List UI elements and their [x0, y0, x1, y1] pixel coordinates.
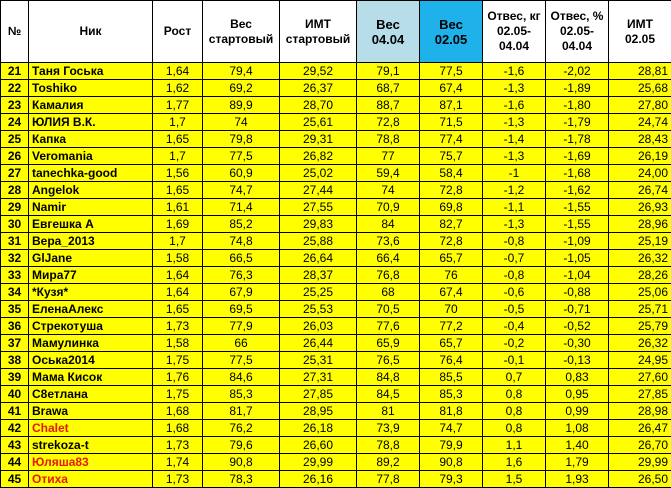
cell-weight-0404: 72,8 [357, 114, 420, 131]
cell-nick: Toshiko [29, 80, 153, 97]
cell-weight-0404: 70,5 [357, 301, 420, 318]
cell-weight-0404: 76,8 [357, 267, 420, 284]
cell-weight-0404: 77,8 [357, 471, 420, 488]
cell-weight-0404: 84 [357, 216, 420, 233]
table-row [1, 454, 671, 471]
cell-num: 38 [1, 352, 29, 369]
cell-loss-kg: -1,1 [483, 199, 546, 216]
cell-start-weight: 69,5 [203, 301, 280, 318]
table-row [1, 199, 671, 216]
cell-num: 27 [1, 165, 29, 182]
header-row [1, 1, 671, 63]
cell-num: 45 [1, 471, 29, 488]
cell-num: 23 [1, 97, 29, 114]
cell-weight-0205: 87,1 [420, 97, 483, 114]
cell-start-weight: 89,9 [203, 97, 280, 114]
cell-loss-pct: -0,88 [546, 284, 609, 301]
cell-weight-0404: 89,2 [357, 454, 420, 471]
cell-weight-0404: 66,4 [357, 250, 420, 267]
cell-nick: Namir [29, 199, 153, 216]
table-row [1, 369, 671, 386]
table-row [1, 63, 671, 80]
table-row [1, 165, 671, 182]
cell-nick: Камалия [29, 97, 153, 114]
cell-height: 1,73 [153, 437, 203, 454]
cell-weight-0205: 74,7 [420, 420, 483, 437]
cell-nick: ЕленаАлекс [29, 301, 153, 318]
cell-loss-pct: -0,13 [546, 352, 609, 369]
cell-nick: tanechka-good [29, 165, 153, 182]
table-body [1, 63, 671, 488]
cell-loss-pct: -0,30 [546, 335, 609, 352]
cell-start-weight: 85,2 [203, 216, 280, 233]
cell-loss-kg: 1,5 [483, 471, 546, 488]
cell-nick: strekoza-t [29, 437, 153, 454]
cell-height: 1,75 [153, 352, 203, 369]
cell-loss-kg: -1,3 [483, 80, 546, 97]
cell-loss-pct: -1,78 [546, 131, 609, 148]
cell-bmi-0205: 28,96 [609, 216, 671, 233]
cell-start-bmi: 27,44 [280, 182, 357, 199]
cell-start-bmi: 26,18 [280, 420, 357, 437]
cell-weight-0205: 72,8 [420, 233, 483, 250]
cell-num: 42 [1, 420, 29, 437]
cell-height: 1,64 [153, 63, 203, 80]
table-row [1, 97, 671, 114]
cell-start-bmi: 25,25 [280, 284, 357, 301]
cell-height: 1,58 [153, 250, 203, 267]
cell-height: 1,7 [153, 233, 203, 250]
cell-num: 21 [1, 63, 29, 80]
table-row [1, 148, 671, 165]
cell-height: 1,68 [153, 420, 203, 437]
cell-weight-0205: 77,2 [420, 318, 483, 335]
cell-start-bmi: 25,02 [280, 165, 357, 182]
cell-loss-kg: 0,8 [483, 403, 546, 420]
cell-start-weight: 66 [203, 335, 280, 352]
cell-start-weight: 69,2 [203, 80, 280, 97]
table-row [1, 420, 671, 437]
cell-weight-0205: 79,9 [420, 437, 483, 454]
cell-nick: Отиха [29, 471, 153, 488]
cell-bmi-0205: 28,81 [609, 63, 671, 80]
cell-start-weight: 77,9 [203, 318, 280, 335]
cell-bmi-0205: 24,95 [609, 352, 671, 369]
cell-num: 37 [1, 335, 29, 352]
cell-weight-0205: 76 [420, 267, 483, 284]
cell-start-weight: 76,3 [203, 267, 280, 284]
table-row [1, 403, 671, 420]
cell-start-bmi: 27,55 [280, 199, 357, 216]
cell-start-weight: 79,4 [203, 63, 280, 80]
header-nick: Ник [29, 1, 153, 63]
cell-weight-0404: 70,9 [357, 199, 420, 216]
cell-bmi-0205: 24,74 [609, 114, 671, 131]
cell-bmi-0205: 26,19 [609, 148, 671, 165]
cell-weight-0205: 75,7 [420, 148, 483, 165]
table-row [1, 284, 671, 301]
table-row [1, 352, 671, 369]
cell-bmi-0205: 25,68 [609, 80, 671, 97]
cell-weight-0404: 68 [357, 284, 420, 301]
cell-height: 1,73 [153, 318, 203, 335]
cell-num: 43 [1, 437, 29, 454]
cell-loss-kg: -0,1 [483, 352, 546, 369]
header-num: № [1, 1, 29, 63]
cell-nick: Мира77 [29, 267, 153, 284]
cell-num: 31 [1, 233, 29, 250]
cell-num: 26 [1, 148, 29, 165]
cell-weight-0404: 68,7 [357, 80, 420, 97]
cell-num: 44 [1, 454, 29, 471]
cell-num: 32 [1, 250, 29, 267]
cell-start-bmi: 27,31 [280, 369, 357, 386]
table-row [1, 233, 671, 250]
cell-loss-kg: -1,6 [483, 97, 546, 114]
cell-height: 1,64 [153, 284, 203, 301]
cell-loss-pct: -1,69 [546, 148, 609, 165]
cell-loss-kg: -0,2 [483, 335, 546, 352]
cell-loss-pct: -1,68 [546, 165, 609, 182]
cell-start-weight: 79,6 [203, 437, 280, 454]
cell-weight-0205: 85,5 [420, 369, 483, 386]
cell-nick: GlJane [29, 250, 153, 267]
cell-bmi-0205: 27,60 [609, 369, 671, 386]
cell-weight-0404: 73,6 [357, 233, 420, 250]
cell-height: 1,68 [153, 403, 203, 420]
cell-bmi-0205: 28,43 [609, 131, 671, 148]
cell-bmi-0205: 25,19 [609, 233, 671, 250]
cell-height: 1,65 [153, 131, 203, 148]
cell-weight-0404: 76,5 [357, 352, 420, 369]
cell-bmi-0205: 25,06 [609, 284, 671, 301]
cell-loss-pct: -0,71 [546, 301, 609, 318]
cell-start-weight: 74,7 [203, 182, 280, 199]
cell-start-bmi: 29,31 [280, 131, 357, 148]
table-row [1, 437, 671, 454]
header-loss-pct: Отвес, % 02.05-04.04 [546, 1, 609, 63]
cell-weight-0205: 71,5 [420, 114, 483, 131]
header-start-bmi: ИМТ стартовый [280, 1, 357, 63]
cell-height: 1,65 [153, 301, 203, 318]
cell-start-bmi: 26,37 [280, 80, 357, 97]
cell-num: 34 [1, 284, 29, 301]
cell-weight-0404: 74 [357, 182, 420, 199]
table-row [1, 250, 671, 267]
cell-start-bmi: 25,31 [280, 352, 357, 369]
cell-loss-pct: 1,79 [546, 454, 609, 471]
cell-num: 28 [1, 182, 29, 199]
cell-weight-0205: 67,4 [420, 284, 483, 301]
cell-num: 35 [1, 301, 29, 318]
table-row [1, 131, 671, 148]
cell-height: 1,58 [153, 335, 203, 352]
header-height: Рост [153, 1, 203, 63]
table-row [1, 335, 671, 352]
cell-bmi-0205: 29,99 [609, 454, 671, 471]
cell-weight-0205: 77,4 [420, 131, 483, 148]
cell-height: 1,7 [153, 148, 203, 165]
cell-height: 1,69 [153, 216, 203, 233]
cell-num: 30 [1, 216, 29, 233]
cell-start-bmi: 25,61 [280, 114, 357, 131]
cell-start-weight: 84,6 [203, 369, 280, 386]
cell-nick: Стрекотуша [29, 318, 153, 335]
cell-weight-0404: 65,9 [357, 335, 420, 352]
cell-weight-0205: 76,4 [420, 352, 483, 369]
cell-loss-pct: -1,55 [546, 216, 609, 233]
cell-loss-kg: 0,8 [483, 420, 546, 437]
cell-num: 41 [1, 403, 29, 420]
cell-loss-kg: -0,8 [483, 233, 546, 250]
cell-nick: Вера_2013 [29, 233, 153, 250]
cell-loss-pct: -1,80 [546, 97, 609, 114]
cell-loss-kg: -1,4 [483, 131, 546, 148]
table-row [1, 267, 671, 284]
cell-start-bmi: 26,82 [280, 148, 357, 165]
cell-nick: Оська2014 [29, 352, 153, 369]
table-row [1, 301, 671, 318]
cell-loss-pct: -1,62 [546, 182, 609, 199]
cell-height: 1,7 [153, 114, 203, 131]
cell-weight-0205: 90,8 [420, 454, 483, 471]
header-start-weight: Вес стартовый [203, 1, 280, 63]
cell-start-bmi: 25,53 [280, 301, 357, 318]
cell-start-weight: 66,5 [203, 250, 280, 267]
cell-start-bmi: 26,64 [280, 250, 357, 267]
cell-start-weight: 79,8 [203, 131, 280, 148]
cell-bmi-0205: 25,79 [609, 318, 671, 335]
cell-loss-kg: -1,2 [483, 182, 546, 199]
header-loss-kg: Отвес, кг 02.05-04.04 [483, 1, 546, 63]
cell-loss-kg: -0,6 [483, 284, 546, 301]
cell-height: 1,61 [153, 199, 203, 216]
cell-bmi-0205: 26,50 [609, 471, 671, 488]
cell-start-weight: 77,5 [203, 148, 280, 165]
cell-bmi-0205: 26,70 [609, 437, 671, 454]
cell-loss-kg: 0,7 [483, 369, 546, 386]
cell-start-weight: 85,3 [203, 386, 280, 403]
cell-loss-kg: -1,3 [483, 114, 546, 131]
cell-nick: Юляша83 [29, 454, 153, 471]
cell-start-bmi: 28,37 [280, 267, 357, 284]
cell-num: 24 [1, 114, 29, 131]
cell-weight-0205: 58,4 [420, 165, 483, 182]
cell-weight-0205: 69,8 [420, 199, 483, 216]
cell-weight-0205: 81,8 [420, 403, 483, 420]
cell-loss-kg: 0,8 [483, 386, 546, 403]
header-weight-0205: Вес 02.05 [420, 1, 483, 63]
cell-weight-0404: 81 [357, 403, 420, 420]
cell-weight-0404: 77 [357, 148, 420, 165]
cell-start-bmi: 26,44 [280, 335, 357, 352]
table-row [1, 182, 671, 199]
cell-loss-pct: 1,93 [546, 471, 609, 488]
cell-start-weight: 60,9 [203, 165, 280, 182]
cell-height: 1,77 [153, 97, 203, 114]
cell-weight-0404: 88,7 [357, 97, 420, 114]
cell-loss-pct: 0,83 [546, 369, 609, 386]
cell-weight-0205: 79,3 [420, 471, 483, 488]
cell-weight-0404: 59,4 [357, 165, 420, 182]
cell-start-weight: 81,7 [203, 403, 280, 420]
cell-num: 40 [1, 386, 29, 403]
cell-bmi-0205: 24,00 [609, 165, 671, 182]
cell-num: 29 [1, 199, 29, 216]
cell-loss-pct: 1,08 [546, 420, 609, 437]
cell-loss-pct: -1,09 [546, 233, 609, 250]
cell-weight-0205: 77,5 [420, 63, 483, 80]
cell-loss-pct: -1,79 [546, 114, 609, 131]
cell-height: 1,75 [153, 386, 203, 403]
cell-nick: Angelok [29, 182, 153, 199]
cell-weight-0404: 78,8 [357, 437, 420, 454]
cell-nick: С8етлана [29, 386, 153, 403]
cell-start-weight: 71,4 [203, 199, 280, 216]
cell-bmi-0205: 27,80 [609, 97, 671, 114]
cell-start-weight: 78,3 [203, 471, 280, 488]
cell-num: 36 [1, 318, 29, 335]
cell-bmi-0205: 26,32 [609, 250, 671, 267]
cell-loss-kg: -1,3 [483, 216, 546, 233]
cell-bmi-0205: 26,32 [609, 335, 671, 352]
cell-loss-kg: -1 [483, 165, 546, 182]
cell-height: 1,76 [153, 369, 203, 386]
cell-loss-kg: -0,5 [483, 301, 546, 318]
cell-weight-0404: 73,9 [357, 420, 420, 437]
cell-bmi-0205: 28,98 [609, 403, 671, 420]
cell-nick: Brawa [29, 403, 153, 420]
cell-start-weight: 76,2 [203, 420, 280, 437]
cell-loss-kg: 1,1 [483, 437, 546, 454]
cell-loss-pct: -1,05 [546, 250, 609, 267]
cell-start-weight: 77,5 [203, 352, 280, 369]
cell-loss-pct: -2,02 [546, 63, 609, 80]
cell-loss-kg: -0,8 [483, 267, 546, 284]
cell-start-bmi: 26,60 [280, 437, 357, 454]
cell-start-bmi: 28,70 [280, 97, 357, 114]
header-weight-0404: Вес 04.04 [357, 1, 420, 63]
cell-nick: Евгешка А [29, 216, 153, 233]
cell-weight-0404: 77,6 [357, 318, 420, 335]
cell-start-weight: 74 [203, 114, 280, 131]
cell-height: 1,62 [153, 80, 203, 97]
cell-loss-kg: 1,6 [483, 454, 546, 471]
cell-weight-0205: 85,3 [420, 386, 483, 403]
cell-loss-pct: 1,40 [546, 437, 609, 454]
cell-num: 39 [1, 369, 29, 386]
cell-nick: Таня Госька [29, 63, 153, 80]
cell-start-bmi: 28,95 [280, 403, 357, 420]
header-bmi-0205: ИМТ 02.05 [609, 1, 671, 63]
cell-nick: Veromania [29, 148, 153, 165]
cell-start-weight: 74,8 [203, 233, 280, 250]
cell-nick: Мамулинка [29, 335, 153, 352]
cell-num: 33 [1, 267, 29, 284]
cell-bmi-0205: 26,93 [609, 199, 671, 216]
cell-height: 1,74 [153, 454, 203, 471]
table-header [1, 1, 671, 63]
cell-loss-pct: -1,55 [546, 199, 609, 216]
cell-loss-pct: 0,95 [546, 386, 609, 403]
cell-bmi-0205: 28,26 [609, 267, 671, 284]
cell-loss-pct: -1,89 [546, 80, 609, 97]
cell-start-bmi: 27,85 [280, 386, 357, 403]
cell-start-bmi: 26,16 [280, 471, 357, 488]
table-row [1, 318, 671, 335]
cell-weight-0404: 84,8 [357, 369, 420, 386]
cell-start-bmi: 29,83 [280, 216, 357, 233]
cell-loss-pct: 0,99 [546, 403, 609, 420]
cell-start-bmi: 29,52 [280, 63, 357, 80]
cell-nick: ЮЛИЯ В.К. [29, 114, 153, 131]
cell-height: 1,65 [153, 182, 203, 199]
table-row [1, 386, 671, 403]
cell-weight-0205: 70 [420, 301, 483, 318]
cell-bmi-0205: 27,85 [609, 386, 671, 403]
cell-height: 1,64 [153, 267, 203, 284]
cell-weight-0205: 72,8 [420, 182, 483, 199]
cell-weight-0205: 82,7 [420, 216, 483, 233]
cell-weight-0404: 84,5 [357, 386, 420, 403]
cell-bmi-0205: 25,71 [609, 301, 671, 318]
cell-weight-0404: 78,8 [357, 131, 420, 148]
cell-weight-0205: 65,7 [420, 335, 483, 352]
cell-height: 1,73 [153, 471, 203, 488]
table-row [1, 216, 671, 233]
cell-loss-pct: -1,04 [546, 267, 609, 284]
cell-start-bmi: 26,03 [280, 318, 357, 335]
cell-bmi-0205: 26,74 [609, 182, 671, 199]
cell-start-bmi: 29,99 [280, 454, 357, 471]
table-row [1, 114, 671, 131]
cell-loss-kg: -1,3 [483, 148, 546, 165]
cell-height: 1,56 [153, 165, 203, 182]
cell-loss-pct: -0,52 [546, 318, 609, 335]
cell-nick: *Кузя* [29, 284, 153, 301]
cell-loss-kg: -0,7 [483, 250, 546, 267]
cell-loss-kg: -0,4 [483, 318, 546, 335]
cell-num: 22 [1, 80, 29, 97]
cell-weight-0205: 65,7 [420, 250, 483, 267]
cell-start-weight: 67,9 [203, 284, 280, 301]
cell-nick: Капка [29, 131, 153, 148]
table-row [1, 80, 671, 97]
cell-nick: Мама Кисок [29, 369, 153, 386]
cell-weight-0404: 79,1 [357, 63, 420, 80]
cell-num: 25 [1, 131, 29, 148]
cell-nick: Chalet [29, 420, 153, 437]
cell-weight-0205: 67,4 [420, 80, 483, 97]
cell-start-weight: 90,8 [203, 454, 280, 471]
cell-loss-kg: -1,6 [483, 63, 546, 80]
cell-start-bmi: 25,88 [280, 233, 357, 250]
cell-bmi-0205: 26,47 [609, 420, 671, 437]
